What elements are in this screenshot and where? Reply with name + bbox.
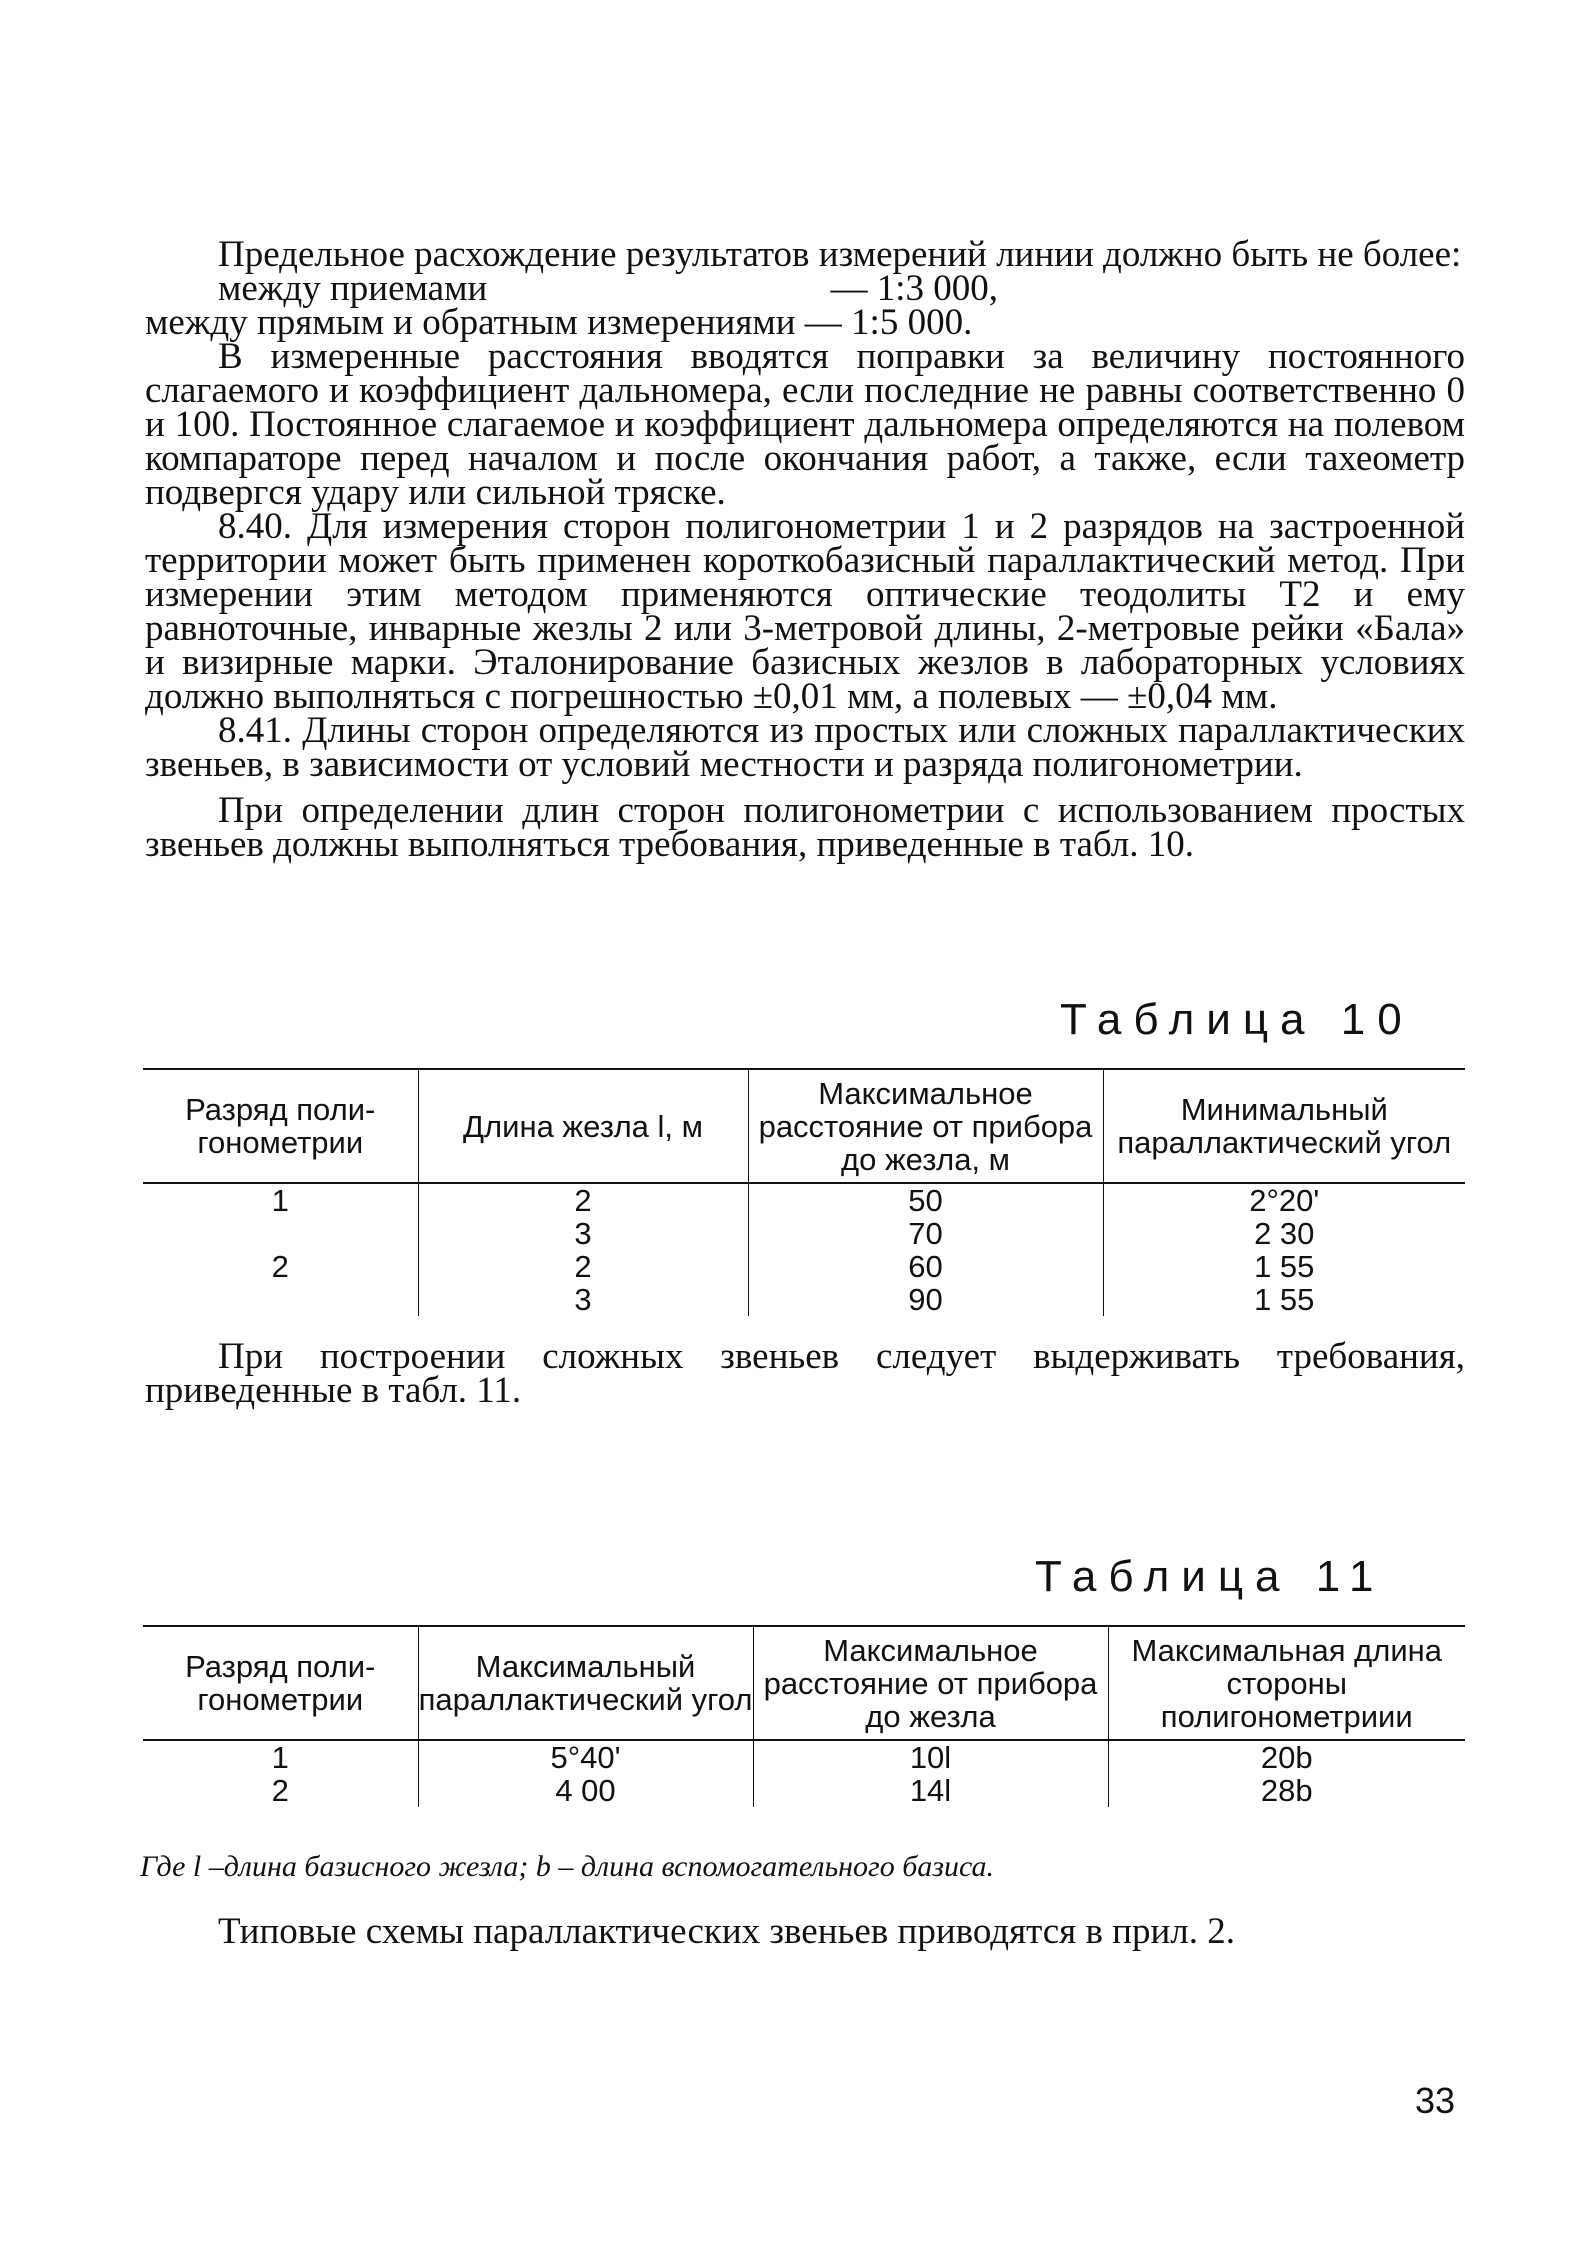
table-cell: 1: [271, 1740, 289, 1775]
table-cell: 50: [748, 1183, 1103, 1217]
table-cell: 60: [748, 1250, 1103, 1283]
table-row: [143, 1183, 1465, 1217]
table-cell: [143, 1217, 418, 1250]
paragraph-appendix-reference: Типовые схемы параллактических звеньев приводятся в прил. 2.: [218, 1911, 1235, 1952]
page-number: 33: [1414, 2080, 1455, 2121]
table-cell: 2: [271, 1773, 289, 1808]
limit-row-label: между приемами: [218, 268, 488, 309]
table11-header-max-distance: Максимальное расстояние от прибора до жезла: [753, 1626, 1108, 1740]
limit-row-between-sessions: [218, 268, 998, 309]
paragraph-limit-intro: Предельное расхождение результатов измерений линии должно быть не более:: [218, 234, 1462, 275]
table-cell: 90: [748, 1283, 1103, 1316]
table-10: [143, 1068, 1465, 1316]
paragraph-complex-links: При построении сложных звеньев следует выдерживать требования, приведенные в табл. 11.: [145, 1336, 1465, 1411]
table-cell: [143, 1283, 418, 1316]
table-cell: 70: [748, 1217, 1103, 1250]
body-text-middle: [145, 1336, 1465, 1411]
table10-header-rank: Разряд поли-гонометрии: [185, 1092, 376, 1160]
table11-header-max-side-length: Максимальная длина стороны полигонометриии: [1108, 1626, 1465, 1740]
table-cell: 2: [418, 1183, 748, 1217]
table-cell: 1 55: [1103, 1250, 1465, 1283]
table-cell: 10l: [753, 1740, 1108, 1774]
table-cell: 4 00: [418, 1774, 753, 1807]
paragraph-corrections: В измеренные расстояния вводятся поправки за величину постоянного слагаемого и коэффициент дальномера, если последние не равны соответственно 0 и 100. Постоянное слагаемое и коэффициент дальномера определяются на полевом компараторе перед началом и после окончания работ, а также, если тахеометр подвергся удару или сильной тряске.: [145, 336, 1465, 513]
paragraph-8-40: 8.40. Для измерения сторон полигонометрии 1 и 2 разрядов на застроенной территории может быть применен короткобазисный параллактический метод. При измерении этим методом применяются оптические теодолиты Т2 и ему равноточные, инварные жезлы 2 или 3-метровой длины, 2-метровые рейки «Бала» и визирные марки. Эталонирование базисных жезлов в лабораторных условиях должно выполняться с погрешностью ±0,01 мм, а полевых — ±0,04 мм.: [145, 506, 1465, 717]
footnote: Где l –длина базисного жезла; b – длина вспомогательного базиса.: [140, 1850, 995, 1883]
table-row: [143, 1283, 1465, 1316]
table-cell: 2°20': [1103, 1183, 1465, 1217]
paragraph-simple-links: При определении длин сторон полигонометрии с использованием простых звеньев должны выполняться требования, приведенные в табл. 10.: [145, 790, 1465, 865]
table10-header-max-distance: Максимальное расстояние от прибора до жезла, м: [748, 1069, 1103, 1183]
table-cell: 28b: [1108, 1774, 1465, 1807]
table11-header-max-angle: Максимальный параллактический угол: [418, 1626, 753, 1740]
table-row: [143, 1774, 1465, 1807]
table-row: [143, 1740, 1465, 1774]
table10-header-min-angle: Минимальный параллактический угол: [1103, 1069, 1465, 1183]
table-cell: 2: [418, 1250, 748, 1283]
limit-row-value: — 1:3 000,: [830, 268, 998, 309]
table11-title: Таблица 11: [1035, 1552, 1386, 1601]
paragraph-8-41: 8.41. Длины сторон определяются из простых или сложных параллактических звеньев, в зависимости от условий местности и разряда полигонометрии.: [145, 710, 1465, 785]
table10-title: Таблица 10: [1060, 995, 1414, 1044]
table11-header-rank: Разряд поли-гонометрии: [185, 1649, 376, 1717]
table-row: [143, 1250, 1465, 1283]
table-cell: 2: [271, 1249, 289, 1284]
table-cell: 20b: [1108, 1740, 1465, 1774]
table-cell: 3: [418, 1217, 748, 1250]
table-cell: 3: [418, 1283, 748, 1316]
limit-row-direct-reverse: между прямым и обратным измерениями — 1:5 000.: [145, 302, 973, 343]
table-cell: 1 55: [1103, 1283, 1465, 1316]
table-cell: 2 30: [1103, 1217, 1465, 1250]
table-cell: 14l: [753, 1774, 1108, 1807]
table-cell: 5°40': [418, 1740, 753, 1774]
table11-header-row: [143, 1626, 1465, 1740]
table-cell: 1: [271, 1183, 289, 1218]
body-text-top: [145, 234, 1465, 865]
table10-header-rod-length: Длина жезла l, м: [418, 1069, 748, 1183]
table-row: [143, 1217, 1465, 1250]
table10-header-row: [143, 1069, 1465, 1183]
table-11: [143, 1625, 1465, 1807]
